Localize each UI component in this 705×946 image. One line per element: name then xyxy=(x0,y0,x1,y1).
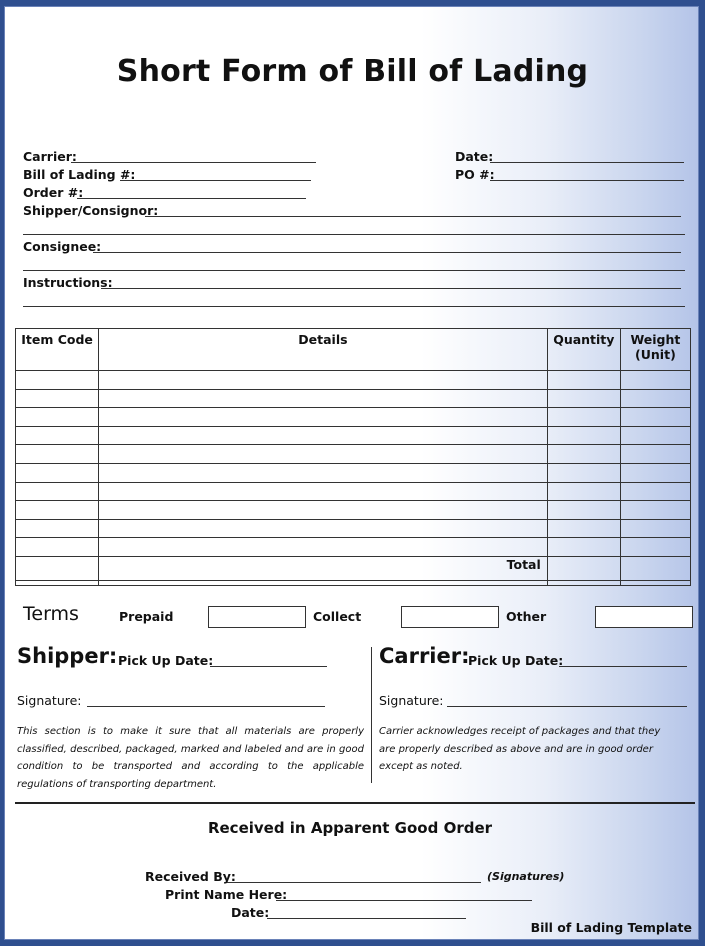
carrier-title: Carrier: xyxy=(379,644,470,668)
items-table xyxy=(15,328,691,586)
collect-label: Collect xyxy=(313,609,362,624)
section-divider xyxy=(371,647,372,783)
table-row xyxy=(16,426,691,445)
other-box[interactable] xyxy=(595,606,693,628)
weight-cell[interactable] xyxy=(620,538,690,557)
weight-cell[interactable] xyxy=(620,426,690,445)
weight-cell[interactable] xyxy=(620,482,690,501)
carrier-label: Carrier: xyxy=(23,149,77,164)
item-code-cell[interactable] xyxy=(16,482,99,501)
terms-title: Terms xyxy=(23,603,79,625)
weight-cell[interactable] xyxy=(620,463,690,482)
carrier-signature-field[interactable] xyxy=(447,706,687,707)
details-cell[interactable] xyxy=(99,408,548,427)
carrier-field[interactable] xyxy=(71,162,316,163)
received-date-label: Date: xyxy=(231,905,270,920)
weight-header: Weight (Unit) xyxy=(620,329,690,371)
table-row xyxy=(16,482,691,501)
date-field[interactable] xyxy=(490,162,684,163)
shipper-note: This section is to make it sure that all materials are properly classified, described, packaged, marked and labeled and are in good condition to be transported and according to the applicable regulations of transporting department. xyxy=(17,726,364,790)
received-date-field[interactable] xyxy=(267,918,466,919)
details-cell[interactable] xyxy=(99,371,548,390)
weight-cell[interactable] xyxy=(620,389,690,408)
details-cell[interactable] xyxy=(99,426,548,445)
table-row xyxy=(16,408,691,427)
table-row xyxy=(16,445,691,464)
received-by-label: Received By: xyxy=(145,869,236,884)
received-by-field[interactable] xyxy=(227,882,481,883)
table-row xyxy=(16,501,691,520)
print-name-label: Print Name Here: xyxy=(165,887,288,902)
carrier-pickup-label: Pick Up Date: xyxy=(468,653,564,668)
shipper-pickup-field[interactable] xyxy=(210,666,327,667)
details-cell[interactable] xyxy=(99,519,548,538)
shipper-title: Shipper: xyxy=(17,644,118,668)
item-code-cell[interactable] xyxy=(16,519,99,538)
table-row xyxy=(16,463,691,482)
footer-label: Bill of Lading Template xyxy=(530,920,692,935)
details-cell[interactable] xyxy=(99,501,548,520)
carrier-signature-label: Signature: xyxy=(379,693,444,708)
item-code-cell[interactable] xyxy=(16,371,99,390)
shipper-signature-label: Signature: xyxy=(17,693,82,708)
other-label: Other xyxy=(506,609,547,624)
table-row xyxy=(16,538,691,557)
consignee-label: Consignee: xyxy=(23,239,102,254)
table-row xyxy=(16,519,691,538)
details-header: Details xyxy=(99,329,548,371)
total-label: Total xyxy=(99,556,548,580)
prepaid-box[interactable] xyxy=(208,606,306,628)
instructions-field-line-2[interactable] xyxy=(23,306,685,307)
item-code-cell[interactable] xyxy=(16,501,99,520)
shipper-consignor-label: Shipper/Consignor: xyxy=(23,203,159,218)
weight-cell[interactable] xyxy=(620,445,690,464)
po-field[interactable] xyxy=(490,180,684,181)
item-code-cell[interactable] xyxy=(16,408,99,427)
total-weight-cell[interactable] xyxy=(620,556,690,580)
table-footer-row xyxy=(16,580,691,585)
details-cell[interactable] xyxy=(99,389,548,408)
consignee-field-line-2[interactable] xyxy=(23,270,685,271)
order-label: Order #: xyxy=(23,185,84,200)
item-code-cell[interactable] xyxy=(16,538,99,557)
shipper-pickup-label: Pick Up Date: xyxy=(118,653,214,668)
signatures-note: (Signatures) xyxy=(487,870,565,883)
order-field[interactable] xyxy=(77,198,306,199)
date-label: Date: xyxy=(455,149,494,164)
table-header-row xyxy=(16,329,691,371)
details-cell[interactable] xyxy=(99,445,548,464)
weight-cell[interactable] xyxy=(620,519,690,538)
item-code-cell[interactable] xyxy=(16,445,99,464)
instructions-label: Instructions: xyxy=(23,275,113,290)
quantity-cell[interactable] xyxy=(547,408,620,427)
total-spacer-cell xyxy=(16,556,99,580)
quantity-header: Quantity xyxy=(547,329,620,371)
carrier-pickup-field[interactable] xyxy=(559,666,687,667)
total-row xyxy=(16,556,691,580)
weight-cell[interactable] xyxy=(620,371,690,390)
quantity-cell[interactable] xyxy=(547,445,620,464)
item-code-cell[interactable] xyxy=(16,426,99,445)
quantity-cell[interactable] xyxy=(547,371,620,390)
quantity-cell[interactable] xyxy=(547,538,620,557)
bill-of-lading-field[interactable] xyxy=(120,180,311,181)
weight-cell[interactable] xyxy=(620,501,690,520)
shipper-consignor-field[interactable] xyxy=(145,216,681,217)
table-row xyxy=(16,389,691,408)
quantity-cell[interactable] xyxy=(547,501,620,520)
shipper-signature-field[interactable] xyxy=(87,706,325,707)
item-code-cell[interactable] xyxy=(16,463,99,482)
item-code-header: Item Code xyxy=(16,329,99,371)
print-name-field[interactable] xyxy=(276,900,532,901)
horizontal-divider xyxy=(15,802,695,804)
consignee-field[interactable] xyxy=(93,252,681,253)
document-page xyxy=(4,6,699,940)
page-title: Short Form of Bill of Lading xyxy=(116,54,589,89)
quantity-cell[interactable] xyxy=(547,482,620,501)
details-cell[interactable] xyxy=(99,463,548,482)
bill-of-lading-label: Bill of Lading #: xyxy=(23,167,136,182)
quantity-cell[interactable] xyxy=(547,519,620,538)
weight-cell[interactable] xyxy=(620,408,690,427)
quantity-cell[interactable] xyxy=(547,426,620,445)
carrier-note: Carrier acknowledges receipt of packages and that they are properly described as above and are in good order except as noted. xyxy=(379,726,661,772)
prepaid-label: Prepaid xyxy=(119,609,174,624)
details-cell[interactable] xyxy=(99,482,548,501)
total-quantity-cell[interactable] xyxy=(547,556,620,580)
quantity-cell[interactable] xyxy=(547,463,620,482)
received-title: Received in Apparent Good Order xyxy=(207,819,493,837)
quantity-cell[interactable] xyxy=(547,389,620,408)
item-code-cell[interactable] xyxy=(16,389,99,408)
details-cell[interactable] xyxy=(99,538,548,557)
collect-box[interactable] xyxy=(401,606,499,628)
po-label: PO #: xyxy=(455,167,495,182)
table-row xyxy=(16,371,691,390)
instructions-field[interactable] xyxy=(101,288,681,289)
shipper-consignor-field-line-2[interactable] xyxy=(23,234,685,235)
